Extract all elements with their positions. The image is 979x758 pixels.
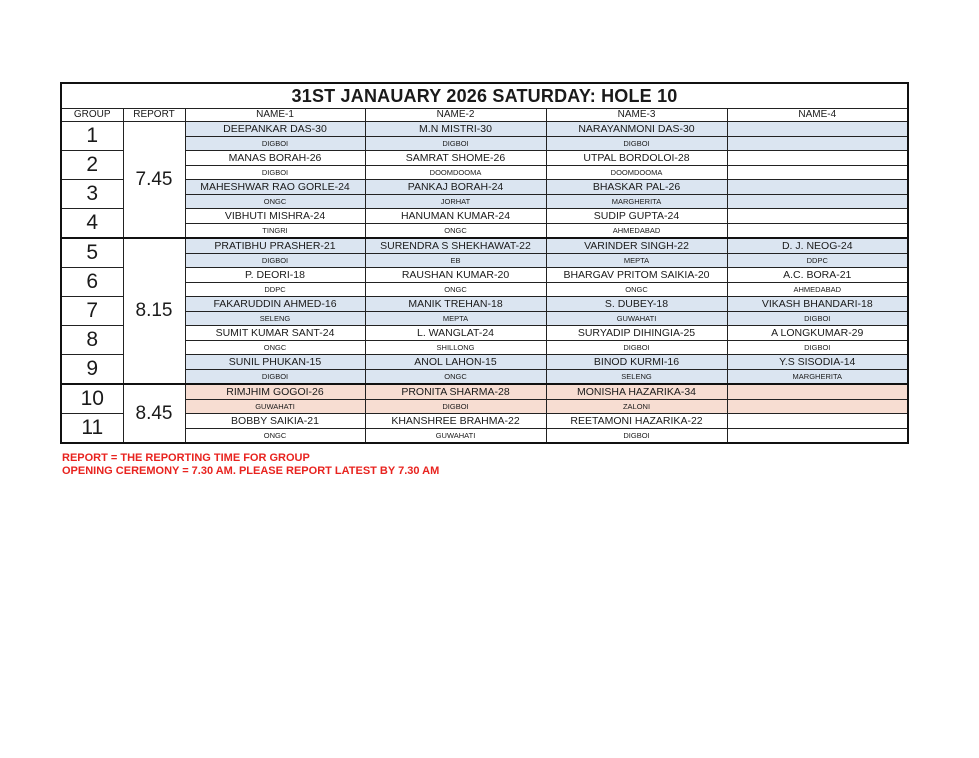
player-club: DIGBOI (185, 370, 365, 385)
player-name: PANKAJ BORAH-24 (365, 180, 546, 195)
player-club: DIGBOI (185, 137, 365, 151)
group-number: 3 (61, 180, 123, 209)
player-name: FAKARUDDIN AHMED-16 (185, 297, 365, 312)
player-name: BINOD KURMI-16 (546, 355, 727, 370)
group-row (61, 355, 908, 370)
player-name: MANAS BORAH-26 (185, 151, 365, 166)
player-name: SUMIT KUMAR SANT-24 (185, 326, 365, 341)
player-club (727, 429, 908, 444)
player-club: SELENG (185, 312, 365, 326)
player-club (727, 400, 908, 414)
player-club: DIGBOI (546, 137, 727, 151)
player-club: DIGBOI (727, 312, 908, 326)
club-row (61, 137, 908, 151)
player-name: VARINDER SINGH-22 (546, 238, 727, 254)
player-club (727, 137, 908, 151)
player-name: SUNIL PHUKAN-15 (185, 355, 365, 370)
player-name (727, 151, 908, 166)
player-club: DIGBOI (727, 341, 908, 355)
player-name: REETAMONI HAZARIKA-22 (546, 414, 727, 429)
group-number: 8 (61, 326, 123, 355)
club-row (61, 224, 908, 239)
header-name-4: NAME-4 (727, 109, 908, 122)
player-club: DIGBOI (365, 137, 546, 151)
player-name (727, 209, 908, 224)
player-name (727, 414, 908, 429)
group-row (61, 238, 908, 254)
player-name: PRONITA SHARMA-28 (365, 384, 546, 400)
player-club: ONGC (185, 341, 365, 355)
player-name: RAUSHAN KUMAR-20 (365, 268, 546, 283)
note-opening-ceremony: OPENING CEREMONY = 7.30 AM. PLEASE REPORT LATEST BY 7.30 AM (62, 465, 440, 477)
group-row (61, 209, 908, 224)
player-club: GUWAHATI (185, 400, 365, 414)
player-club: AHMEDABAD (727, 283, 908, 297)
player-name: HANUMAN KUMAR-24 (365, 209, 546, 224)
player-club (727, 166, 908, 180)
player-club: EB (365, 254, 546, 268)
player-name: MANIK TREHAN-18 (365, 297, 546, 312)
player-club: GUWAHATI (365, 429, 546, 444)
player-name: NARAYANMONI DAS-30 (546, 122, 727, 137)
group-number: 6 (61, 268, 123, 297)
player-club: DDPC (727, 254, 908, 268)
tee-time-sheet (60, 82, 907, 444)
group-number: 7 (61, 297, 123, 326)
player-club: JORHAT (365, 195, 546, 209)
player-club: DOOMDOOMA (546, 166, 727, 180)
player-name: ANOL LAHON-15 (365, 355, 546, 370)
group-row (61, 180, 908, 195)
player-club: ONGC (365, 370, 546, 385)
player-club: ZALONI (546, 400, 727, 414)
report-time: 8.15 (123, 238, 185, 384)
group-row (61, 326, 908, 341)
header-name-3: NAME-3 (546, 109, 727, 122)
note-report-definition: REPORT = THE REPORTING TIME FOR GROUP (62, 452, 310, 464)
player-name: P. DEORI-18 (185, 268, 365, 283)
player-name: A LONGKUMAR-29 (727, 326, 908, 341)
tee-time-table (60, 82, 909, 444)
player-name: M.N MISTRI-30 (365, 122, 546, 137)
player-club: ONGC (365, 224, 546, 239)
player-club: MARGHERITA (727, 370, 908, 385)
player-name: SAMRAT SHOME-26 (365, 151, 546, 166)
player-name (727, 180, 908, 195)
player-club: DOOMDOOMA (365, 166, 546, 180)
player-club (727, 224, 908, 239)
club-row (61, 400, 908, 414)
group-row (61, 268, 908, 283)
player-club (727, 195, 908, 209)
player-name: BHASKAR PAL-26 (546, 180, 727, 195)
player-name: RIMJHIM GOGOI-26 (185, 384, 365, 400)
club-row (61, 429, 908, 444)
header-group: GROUP (61, 109, 123, 122)
player-name: SURENDRA S SHEKHAWAT-22 (365, 238, 546, 254)
player-name: DEEPANKAR DAS-30 (185, 122, 365, 137)
header-name-2: NAME-2 (365, 109, 546, 122)
group-row (61, 151, 908, 166)
player-club: AHMEDABAD (546, 224, 727, 239)
club-row (61, 283, 908, 297)
player-name: KHANSHREE BRAHMA-22 (365, 414, 546, 429)
group-number: 4 (61, 209, 123, 239)
player-club: SHILLONG (365, 341, 546, 355)
player-club: ONGC (365, 283, 546, 297)
player-name (727, 384, 908, 400)
club-row (61, 341, 908, 355)
player-club: DIGBOI (185, 254, 365, 268)
player-name: SUDIP GUPTA-24 (546, 209, 727, 224)
player-name: MAHESHWAR RAO GORLE-24 (185, 180, 365, 195)
player-name: SURYADIP DIHINGIA-25 (546, 326, 727, 341)
header-name-1: NAME-1 (185, 109, 365, 122)
player-name (727, 122, 908, 137)
sheet-title: 31ST JANAUARY 2026 SATURDAY: HOLE 10 (61, 83, 908, 109)
club-row (61, 312, 908, 326)
group-number: 10 (61, 384, 123, 414)
player-name: MONISHA HAZARIKA-34 (546, 384, 727, 400)
player-name: Y.S SISODIA-14 (727, 355, 908, 370)
notes (62, 452, 439, 478)
header-row (61, 109, 908, 122)
club-row (61, 370, 908, 385)
player-club: GUWAHATI (546, 312, 727, 326)
player-club: SELENG (546, 370, 727, 385)
player-club: DIGBOI (185, 166, 365, 180)
report-time: 8.45 (123, 384, 185, 443)
player-club: MEPTA (365, 312, 546, 326)
group-number: 2 (61, 151, 123, 180)
player-club: ONGC (185, 195, 365, 209)
club-row (61, 166, 908, 180)
player-name: VIBHUTI MISHRA-24 (185, 209, 365, 224)
player-name: A.C. BORA-21 (727, 268, 908, 283)
player-club: DIGBOI (365, 400, 546, 414)
group-number: 11 (61, 414, 123, 444)
player-club: ONGC (546, 283, 727, 297)
player-name: BHARGAV PRITOM SAIKIA-20 (546, 268, 727, 283)
player-club: MARGHERITA (546, 195, 727, 209)
player-name: BOBBY SAIKIA-21 (185, 414, 365, 429)
player-name: PRATIBHU PRASHER-21 (185, 238, 365, 254)
group-row (61, 414, 908, 429)
group-number: 9 (61, 355, 123, 385)
club-row (61, 195, 908, 209)
group-number: 5 (61, 238, 123, 268)
header-report: REPORT (123, 109, 185, 122)
player-name: VIKASH BHANDARI-18 (727, 297, 908, 312)
player-club: MEPTA (546, 254, 727, 268)
player-club: DDPC (185, 283, 365, 297)
report-time: 7.45 (123, 122, 185, 239)
group-number: 1 (61, 122, 123, 151)
player-club: ONGC (185, 429, 365, 444)
group-row (61, 297, 908, 312)
player-club: DIGBOI (546, 429, 727, 444)
player-name: UTPAL BORDOLOI-28 (546, 151, 727, 166)
player-club: TINGRI (185, 224, 365, 239)
player-name: L. WANGLAT-24 (365, 326, 546, 341)
group-row (61, 122, 908, 137)
group-row (61, 384, 908, 400)
player-club: DIGBOI (546, 341, 727, 355)
player-name: S. DUBEY-18 (546, 297, 727, 312)
player-name: D. J. NEOG-24 (727, 238, 908, 254)
club-row (61, 254, 908, 268)
